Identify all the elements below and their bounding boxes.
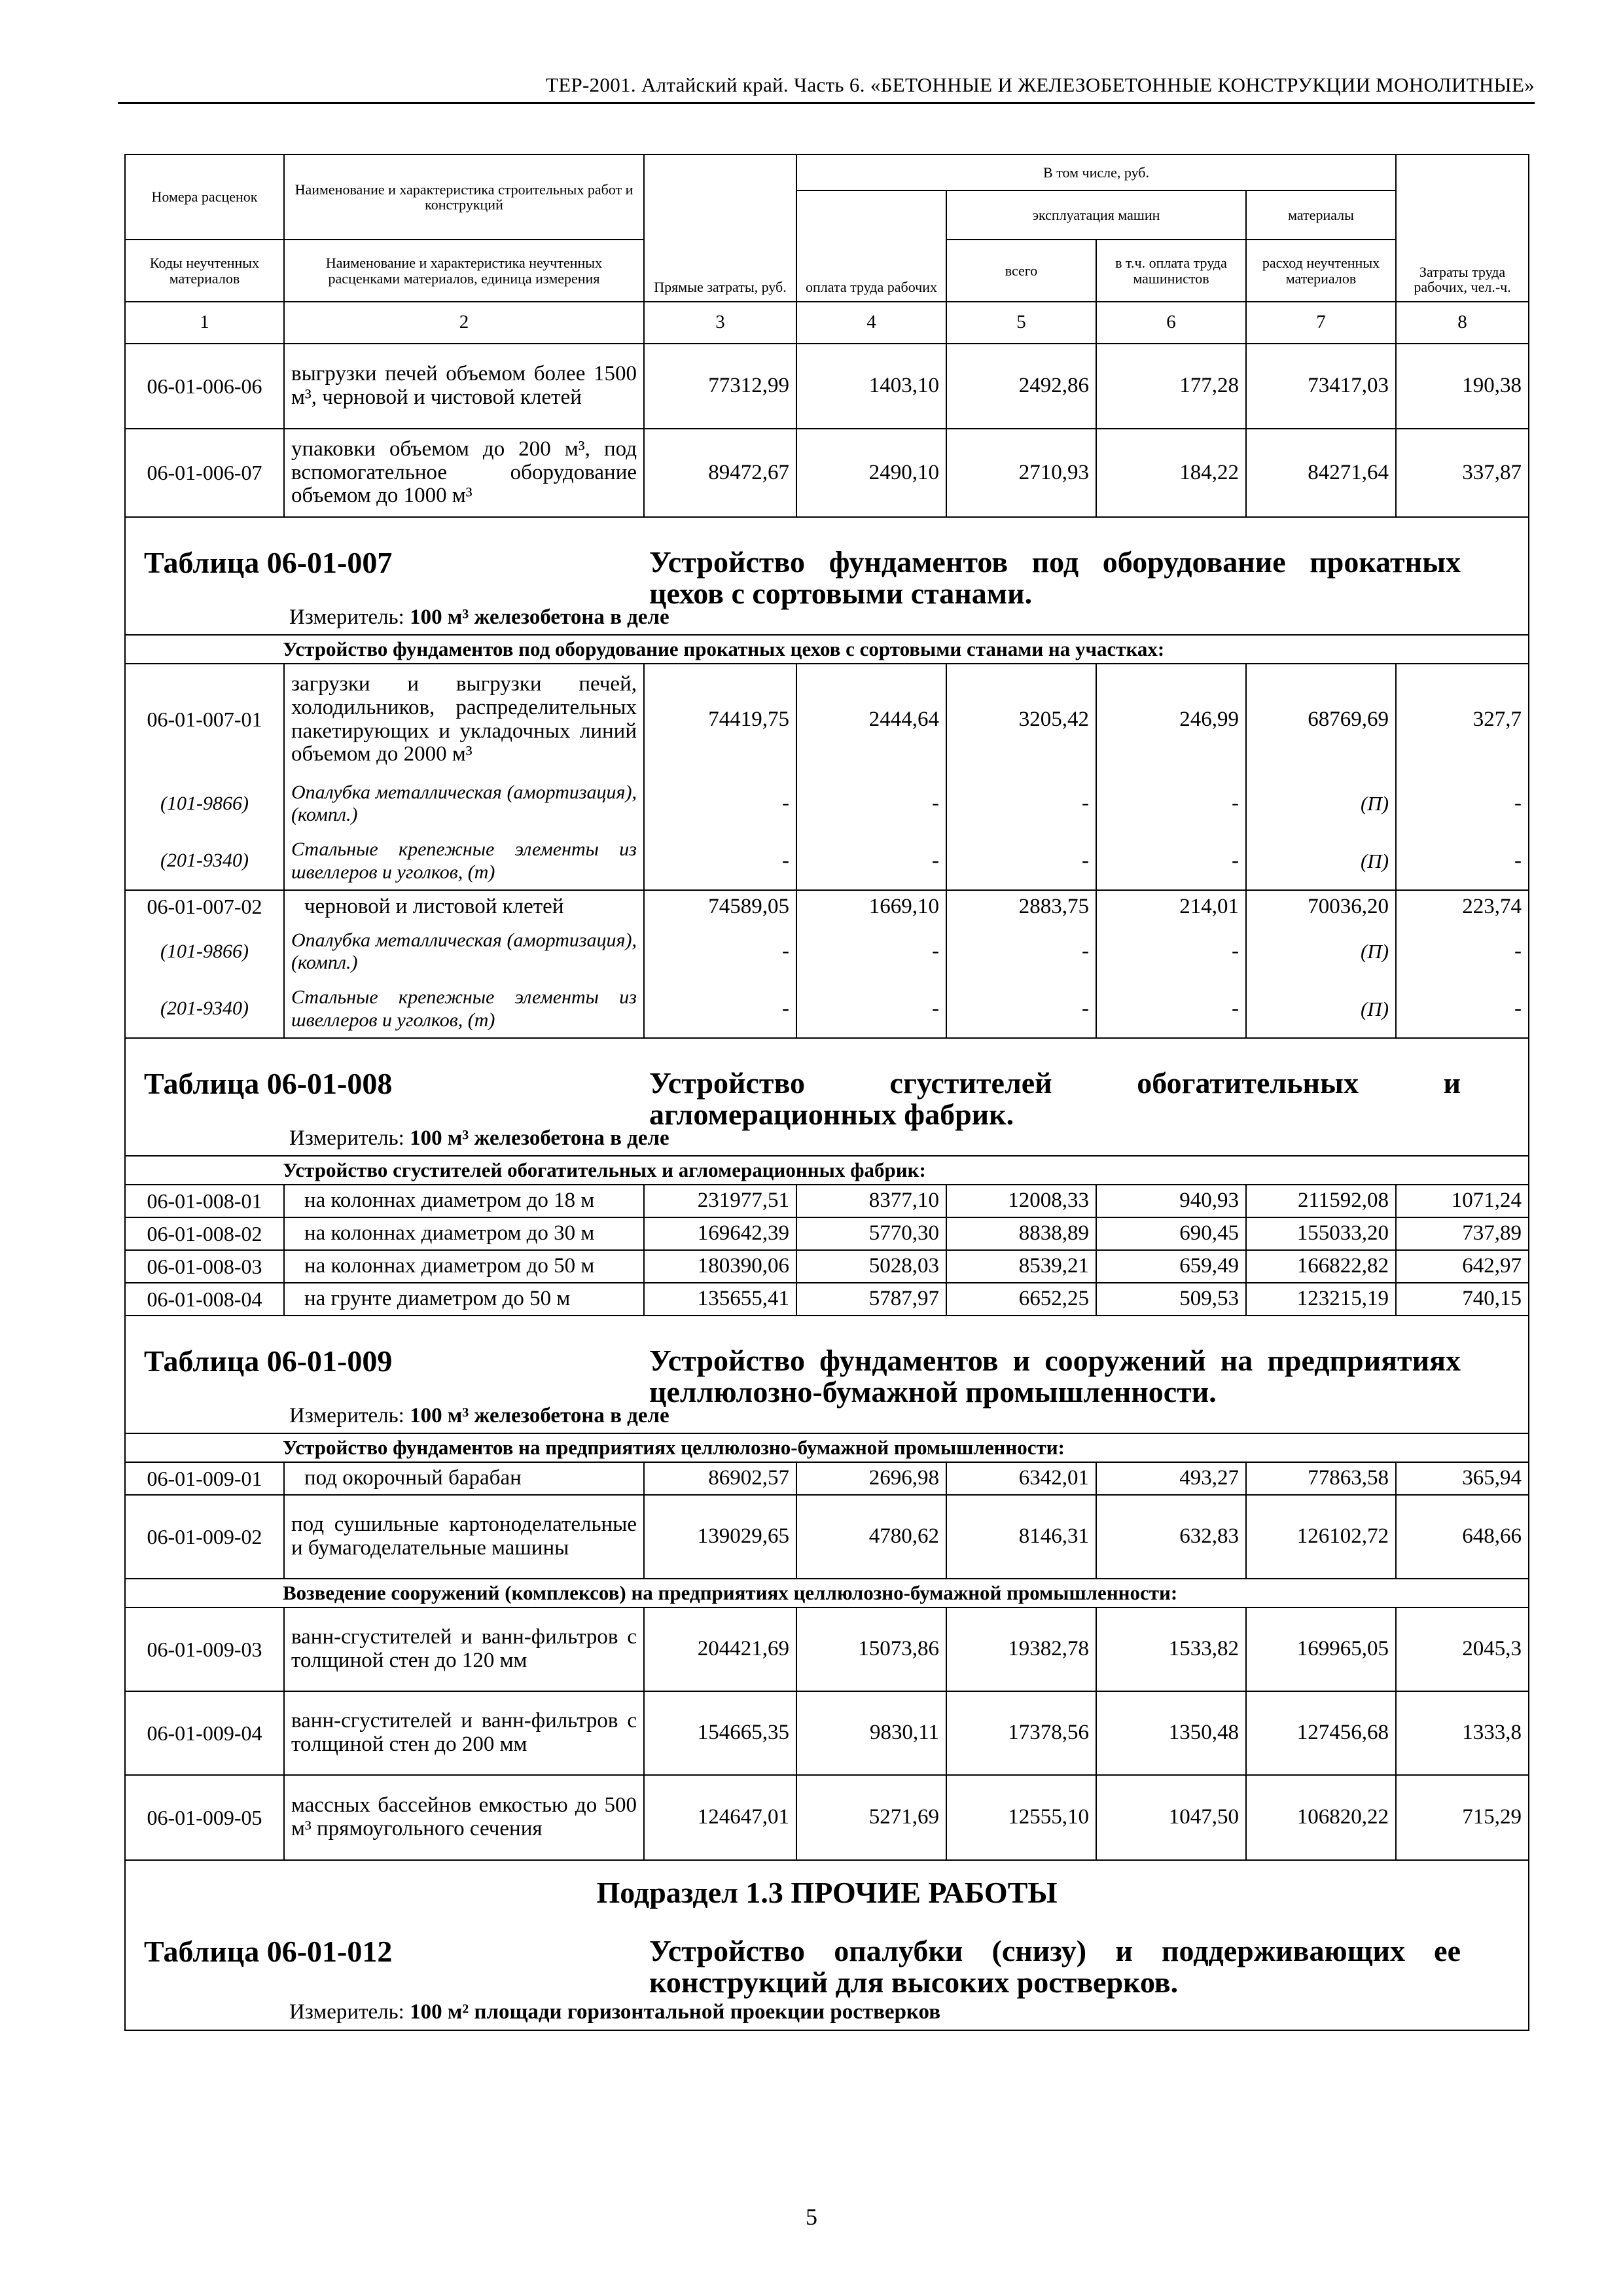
measure-value: 100 м³ железобетона в деле: [410, 1404, 669, 1428]
hdr-name-top: Наименование и характеристика строительных работ и конструкций: [284, 154, 644, 240]
machines: 2710,93: [946, 429, 1096, 517]
rate-desc: на грунте диаметром до 50 м: [284, 1283, 644, 1316]
machines: 17378,56: [946, 1691, 1096, 1775]
machinists: 493,27: [1096, 1462, 1246, 1495]
labor: 1333,8: [1396, 1691, 1529, 1775]
machines: 6652,25: [946, 1283, 1096, 1316]
table-id: Таблица 06-01-009: [144, 1344, 393, 1378]
rate-desc: на колоннах диаметром до 30 м: [284, 1217, 644, 1250]
materials: 84271,64: [1246, 429, 1396, 517]
labor: 715,29: [1396, 1775, 1529, 1860]
materials: 68769,69: [1246, 664, 1396, 775]
wages: 1669,10: [796, 890, 946, 923]
col-num: 2: [284, 302, 644, 344]
table-id: Таблица 06-01-012: [144, 1934, 393, 1968]
section-heading: Устройство сгустителей обогатительных и агломерационных фабрик:: [125, 1156, 1529, 1185]
dash: -: [1396, 980, 1529, 1038]
wages: 4780,62: [796, 1495, 946, 1579]
rate-code: 06-01-006-07: [125, 429, 284, 517]
materials: 211592,08: [1246, 1185, 1396, 1217]
col-num: 5: [946, 302, 1096, 344]
col-num: 7: [1246, 302, 1396, 344]
direct-cost: 77312,99: [644, 344, 796, 429]
col-num: 6: [1096, 302, 1246, 344]
rate-code: 06-01-008-04: [125, 1283, 284, 1316]
wages: 1403,10: [796, 344, 946, 429]
material-row: [125, 923, 1529, 980]
hdr-code-bottom: Коды неучтенных материалов: [125, 240, 284, 302]
machinists: 659,49: [1096, 1250, 1246, 1283]
running-title: ТЕР-2001. Алтайский край. Часть 6. «БЕТОННЫЕ И ЖЕЛЕЗОБЕТОННЫЕ КОНСТРУКЦИИ МОНОЛИТНЫЕ»: [545, 73, 1535, 96]
direct-cost: 74419,75: [644, 664, 796, 775]
labor: 737,89: [1396, 1217, 1529, 1250]
hdr-total: всего: [946, 240, 1096, 302]
measure-label: Измеритель:: [289, 1126, 404, 1151]
table-title-row: [125, 1316, 1529, 1400]
labor: 365,94: [1396, 1462, 1529, 1495]
table-id: Таблица 06-01-008: [144, 1067, 393, 1100]
material-row: [125, 980, 1529, 1038]
rate-desc: на колоннах диаметром до 18 м: [284, 1185, 644, 1217]
rate-code: 06-01-009-04: [125, 1691, 284, 1775]
materials: 155033,20: [1246, 1217, 1396, 1250]
dash: -: [796, 923, 946, 980]
rate-code: 06-01-008-02: [125, 1217, 284, 1250]
rate-desc: ванн-сгустителей и ванн-фильтров с толщиной стен до 120 мм: [284, 1607, 644, 1691]
subsection-title: Подраздел 1.3 ПРОЧИЕ РАБОТЫ: [125, 1860, 1529, 1922]
rate-code: 06-01-008-03: [125, 1250, 284, 1283]
col-num: 1: [125, 302, 284, 344]
material-row: [125, 775, 1529, 833]
machinists: 246,99: [1096, 664, 1246, 775]
machines: 8146,31: [946, 1495, 1096, 1579]
wages: 9830,11: [796, 1691, 946, 1775]
dash: -: [644, 923, 796, 980]
labor: 190,38: [1396, 344, 1529, 429]
materials: 127456,68: [1246, 1691, 1396, 1775]
direct-cost: 204421,69: [644, 1607, 796, 1691]
dash: -: [946, 833, 1096, 890]
materials: 77863,58: [1246, 1462, 1396, 1495]
rate-code: 06-01-009-02: [125, 1495, 284, 1579]
dash: -: [1096, 923, 1246, 980]
direct-cost: 231977,51: [644, 1185, 796, 1217]
machinists: 184,22: [1096, 429, 1246, 517]
running-header: [118, 73, 1535, 104]
hdr-code-top: Номера расценок: [125, 154, 284, 240]
page-number: 5: [806, 2204, 817, 2230]
material-code: (101-9866): [125, 775, 284, 833]
machines: 2883,75: [946, 890, 1096, 923]
section-heading-row: [125, 635, 1529, 664]
wages: 5271,69: [796, 1775, 946, 1860]
rate-code: 06-01-009-03: [125, 1607, 284, 1691]
table-title: Устройство фундаментов под оборудование прокатных цехов с сортовыми станами.: [649, 545, 1461, 611]
labor: 648,66: [1396, 1495, 1529, 1579]
rate-code: 06-01-007-01: [125, 664, 284, 775]
hdr-machines: эксплуатация машин: [946, 190, 1246, 240]
materials: 73417,03: [1246, 344, 1396, 429]
subsection-row: [125, 1860, 1529, 1922]
p-mark: (П): [1246, 775, 1396, 833]
wages: 5770,30: [796, 1217, 946, 1250]
material-code: (201-9340): [125, 833, 284, 890]
machines: 12008,33: [946, 1185, 1096, 1217]
machines: 8838,89: [946, 1217, 1096, 1250]
rate-desc: черновой и листовой клетей: [284, 890, 644, 923]
measure-value: 100 м² площади горизонтальной проекции ростверков: [410, 2000, 941, 2024]
measure-value: 100 м³ железобетона в деле: [410, 605, 669, 630]
p-mark: (П): [1246, 923, 1396, 980]
hdr-wages: оплата труда рабочих: [796, 190, 946, 302]
p-mark: (П): [1246, 833, 1396, 890]
machinists: 1047,50: [1096, 1775, 1246, 1860]
dash: -: [796, 833, 946, 890]
material-code: (201-9340): [125, 980, 284, 1038]
labor: 337,87: [1396, 429, 1529, 517]
materials: 126102,72: [1246, 1495, 1396, 1579]
direct-cost: 74589,05: [644, 890, 796, 923]
wages: 15073,86: [796, 1607, 946, 1691]
machinists: 632,83: [1096, 1495, 1246, 1579]
rate-code: 06-01-008-01: [125, 1185, 284, 1217]
wages: 2490,10: [796, 429, 946, 517]
direct-cost: 180390,06: [644, 1250, 796, 1283]
section-heading: Устройство фундаментов под оборудование прокатных цехов с сортовыми станами на участках:: [125, 635, 1529, 664]
material-desc: Опалубка металлическая (амортизация), (компл.): [284, 775, 644, 833]
labor: 740,15: [1396, 1283, 1529, 1316]
rate-desc: выгрузки печей объемом более 1500 м³, черновой и чистовой клетей: [284, 344, 644, 429]
table-row: [125, 1185, 1529, 1217]
section-heading-row: [125, 1433, 1529, 1462]
rate-code: 06-01-006-06: [125, 344, 284, 429]
table-row: [125, 1607, 1529, 1691]
table-row: [125, 1691, 1529, 1775]
rate-desc: под окорочный барабан: [284, 1462, 644, 1495]
table-row: [125, 664, 1529, 775]
col-num: 3: [644, 302, 796, 344]
machines: 3205,42: [946, 664, 1096, 775]
labor: 642,97: [1396, 1250, 1529, 1283]
material-desc: Стальные крепежные элементы из швеллеров и уголков, (т): [284, 980, 644, 1038]
table-row: [125, 429, 1529, 517]
dash: -: [946, 923, 1096, 980]
machines: 8539,21: [946, 1250, 1096, 1283]
hdr-labor: Затраты труда рабочих, чел.-ч.: [1396, 154, 1529, 302]
hdr-materials: материалы: [1246, 190, 1396, 240]
direct-cost: 154665,35: [644, 1691, 796, 1775]
measure-row: [125, 1996, 1529, 2030]
rate-code: 06-01-009-05: [125, 1775, 284, 1860]
measure-label: Измеритель:: [289, 1404, 404, 1428]
table-row: [125, 1462, 1529, 1495]
machinists: 509,53: [1096, 1283, 1246, 1316]
wages: 2696,98: [796, 1462, 946, 1495]
table-row: [125, 1775, 1529, 1860]
dash: -: [644, 775, 796, 833]
hdr-name-bottom: Наименование и характеристика неучтенных расценками материалов, единица измерения: [284, 240, 644, 302]
rate-code: 06-01-009-01: [125, 1462, 284, 1495]
materials: 166822,82: [1246, 1250, 1396, 1283]
material-desc: Опалубка металлическая (амортизация), (компл.): [284, 923, 644, 980]
p-mark: (П): [1246, 980, 1396, 1038]
rate-desc: на колоннах диаметром до 50 м: [284, 1250, 644, 1283]
direct-cost: 124647,01: [644, 1775, 796, 1860]
dash: -: [796, 775, 946, 833]
section-heading: Устройство фундаментов на предприятиях целлюлозно-бумажной промышленности:: [125, 1433, 1529, 1462]
table-title: Устройство фундаментов и сооружений на предприятиях целлюлозно-бумажной промышленности.: [649, 1344, 1461, 1409]
materials: 169965,05: [1246, 1607, 1396, 1691]
table-row: [125, 1495, 1529, 1579]
dash: -: [796, 980, 946, 1038]
machines: 6342,01: [946, 1462, 1096, 1495]
wages: 8377,10: [796, 1185, 946, 1217]
labor: 223,74: [1396, 890, 1529, 923]
dash: -: [644, 833, 796, 890]
machinists: 177,28: [1096, 344, 1246, 429]
machines: 12555,10: [946, 1775, 1096, 1860]
rate-code: 06-01-007-02: [125, 890, 284, 923]
wages: 5028,03: [796, 1250, 946, 1283]
table-row: [125, 1217, 1529, 1250]
dash: -: [946, 980, 1096, 1038]
materials: 70036,20: [1246, 890, 1396, 923]
table-id: Таблица 06-01-007: [144, 546, 393, 579]
machines: 2492,86: [946, 344, 1096, 429]
dash: -: [1396, 923, 1529, 980]
hdr-unaccounted: расход неучтенных материалов: [1246, 240, 1396, 302]
measure-value: 100 м³ железобетона в деле: [410, 1126, 669, 1151]
table-row: [125, 1250, 1529, 1283]
dash: -: [1396, 833, 1529, 890]
direct-cost: 139029,65: [644, 1495, 796, 1579]
machinists: 214,01: [1096, 890, 1246, 923]
machinists: 690,45: [1096, 1217, 1246, 1250]
hdr-machinists: в т.ч. оплата труда машинистов: [1096, 240, 1246, 302]
material-row: [125, 833, 1529, 890]
labor: 1071,24: [1396, 1185, 1529, 1217]
table-row: [125, 344, 1529, 429]
table-title-row: [125, 517, 1529, 601]
rate-desc: упаковки объемом до 200 м³, под вспомогательное оборудование объемом до 1000 м³: [284, 429, 644, 517]
materials: 106820,22: [1246, 1775, 1396, 1860]
dash: -: [1096, 833, 1246, 890]
dash: -: [644, 980, 796, 1038]
rate-desc: ванн-сгустителей и ванн-фильтров с толщиной стен до 200 мм: [284, 1691, 644, 1775]
direct-cost: 169642,39: [644, 1217, 796, 1250]
labor: 327,7: [1396, 664, 1529, 775]
hdr-incl: В том числе, руб.: [796, 154, 1396, 190]
machines: 19382,78: [946, 1607, 1096, 1691]
material-code: (101-9866): [125, 923, 284, 980]
machinists: 1533,82: [1096, 1607, 1246, 1691]
wages: 5787,97: [796, 1283, 946, 1316]
labor: 2045,3: [1396, 1607, 1529, 1691]
section-heading: Возведение сооружений (комплексов) на предприятиях целлюлозно-бумажной промышленности:: [125, 1579, 1529, 1607]
dash: -: [1096, 980, 1246, 1038]
table-title-row: [125, 1038, 1529, 1122]
rate-desc: загрузки и выгрузки печей, холодильников, распределительных пакетирующих и укладочных линий объемом до 2000 м³: [284, 664, 644, 775]
hdr-direct: Прямые затраты, руб.: [644, 154, 796, 302]
table-title-row: [125, 1922, 1529, 1996]
material-desc: Стальные крепежные элементы из швеллеров и уголков, (т): [284, 833, 644, 890]
rate-desc: под сушильные картоноделательные и бумагоделательные машины: [284, 1495, 644, 1579]
measure-label: Измеритель:: [289, 2000, 404, 2024]
table-row: [125, 1283, 1529, 1316]
direct-cost: 89472,67: [644, 429, 796, 517]
materials: 123215,19: [1246, 1283, 1396, 1316]
measure-label: Измеритель:: [289, 605, 404, 630]
section-heading-row: [125, 1579, 1529, 1607]
col-num: 4: [796, 302, 946, 344]
price-table: [124, 154, 1529, 2031]
direct-cost: 135655,41: [644, 1283, 796, 1316]
dash: -: [946, 775, 1096, 833]
direct-cost: 86902,57: [644, 1462, 796, 1495]
column-number-row: [125, 302, 1529, 344]
header-row-1: [125, 154, 1529, 190]
section-heading-row: [125, 1156, 1529, 1185]
dash: -: [1396, 775, 1529, 833]
table-row: [125, 890, 1529, 923]
rate-desc: массных бассейнов емкостью до 500 м³ прямоугольного сечения: [284, 1775, 644, 1860]
machinists: 1350,48: [1096, 1691, 1246, 1775]
dash: -: [1096, 775, 1246, 833]
machinists: 940,93: [1096, 1185, 1246, 1217]
col-num: 8: [1396, 302, 1529, 344]
table-title: Устройство опалубки (снизу) и поддерживающих ее конструкций для высоких ростверков.: [649, 1933, 1461, 1999]
wages: 2444,64: [796, 664, 946, 775]
table-title: Устройство сгустителей обогатительных и агломерационных фабрик.: [649, 1066, 1461, 1132]
